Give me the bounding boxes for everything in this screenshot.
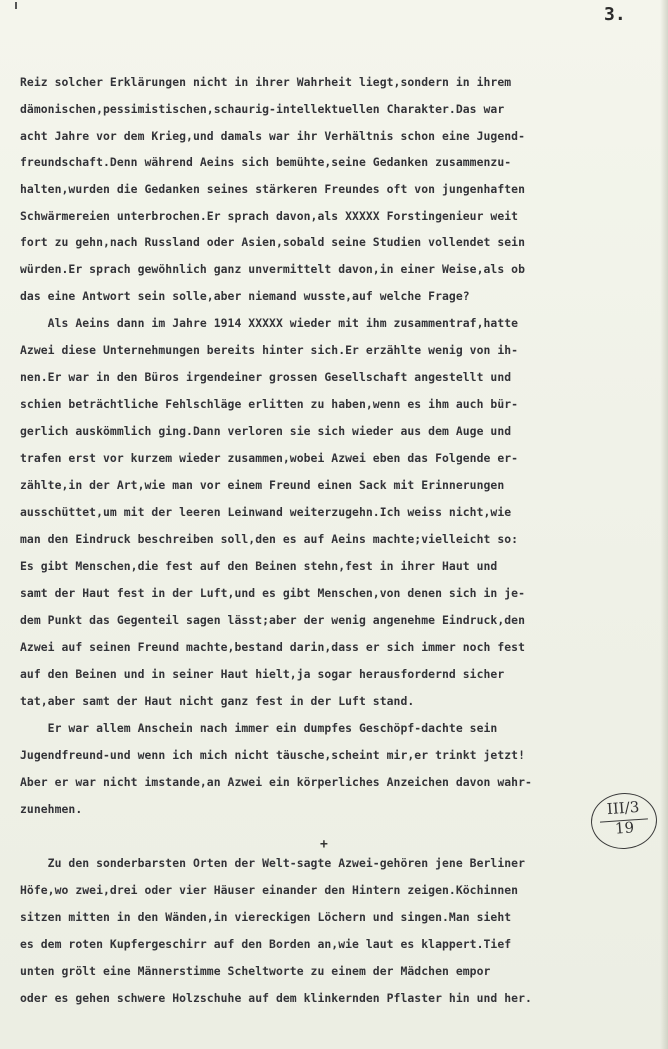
text-line: nen.Er war in den Büros irgendeiner grossen Gesellschaft angestellt und (20, 370, 512, 384)
text-line: freundschaft.Denn während Aeins sich bemühte,seine Gedanken zusammenzu- (20, 155, 512, 169)
page-number: 3. (604, 4, 626, 25)
text-line: Schwärmereien unterbrochen.Er sprach davon,als XXXXX Forstingenieur weit (20, 209, 519, 223)
text-line: man den Eindruck beschreiben soll,den es auf Aeins machte;vielleicht so: (20, 532, 519, 546)
text-line: tat,aber samt der Haut nicht ganz fest in der Luft stand. (20, 694, 415, 708)
section-separator: + (320, 837, 328, 852)
text-line: Azwei diese Unternehmungen bereits hinter sich.Er erzählte wenig von ih- (20, 343, 519, 357)
text-line: auf den Beinen und in seiner Haut hielt,ja sogar herausfordernd sicher (20, 667, 505, 681)
text-line: das eine Antwort sein solle,aber niemand wusste,auf welche Frage? (20, 289, 470, 303)
text-line: Zu den sonderbarsten Orten der Welt-sagte Azwei-gehören jene Berliner (20, 856, 525, 870)
text-line: dem Punkt das Gegenteil sagen lässt;aber der wenig angenehme Eindruck,den (20, 613, 525, 627)
text-line: trafen erst vor kurzem wieder zusammen,wobei Azwei eben das Folgende er- (20, 451, 519, 465)
text-line: sitzen mitten in den Wänden,in viereckigen Löchern und singen.Man sieht (20, 910, 512, 924)
corner-tick-mark (15, 2, 17, 9)
text-line: zählte,in der Art,wie man vor einem Freund einen Sack mit Erinnerungen (20, 478, 505, 492)
text-line: Höfe,wo zwei,drei oder vier Häuser einander den Hintern zeigen.Köchinnen (20, 883, 519, 897)
text-line: Aber er war nicht imstande,an Azwei ein körperliches Anzeichen davon wahr- (20, 775, 532, 789)
text-line: Azwei auf seinen Freund machte,bestand darin,dass er sich immer noch fest (20, 640, 525, 654)
text-line: Es gibt Menschen,die fest auf den Beinen stehn,fest in ihrer Haut und (20, 559, 498, 573)
stamp-folder-number: III/3 (606, 797, 640, 819)
text-line: acht Jahre vor dem Krieg,und damals war ihr Verhältnis schon eine Jugend- (20, 129, 525, 143)
text-line: unten grölt eine Männerstimme Scheltworte zu einem der Mädchen empor (20, 964, 491, 978)
text-line: Als Aeins dann im Jahre 1914 XXXXX wieder mit ihm zusammentraf,hatte (20, 316, 519, 330)
text-line: es dem roten Kupfergeschirr auf den Borden an,wie laut es klappert.Tief (20, 937, 512, 951)
stamp-sheet-number: 19 (614, 818, 635, 838)
paper-edge-shadow (660, 0, 668, 1049)
text-line: halten,wurden die Gedanken seines stärkeren Freundes oft von jungenhaften (20, 182, 525, 196)
text-line: würden.Er sprach gewöhnlich ganz unvermittelt davon,in einer Weise,als ob (20, 262, 525, 276)
text-line: oder es gehen schwere Holzschuhe auf dem klinkernden Pflaster hin und her. (20, 991, 532, 1005)
text-line: zunehmen. (20, 802, 83, 816)
text-line: fort zu gehn,nach Russland oder Asien,sobald seine Studien vollendet sein (20, 235, 525, 249)
text-line: Jugendfreund-und wenn ich mich nicht täusche,scheint mir,er trinkt jetzt! (20, 748, 525, 762)
text-line: schien beträchtliche Fehlschläge erlitten zu haben,wenn es ihm auch bür- (20, 397, 519, 411)
text-line: gerlich auskömmlich ging.Dann verloren sie sich wieder aus dem Auge und (20, 424, 512, 438)
archive-stamp (589, 791, 659, 851)
text-line: Er war allem Anschein nach immer ein dumpfes Geschöpf-dachte sein (20, 721, 498, 735)
text-line: Reiz solcher Erklärungen nicht in ihrer Wahrheit liegt,sondern in ihrem (20, 75, 512, 89)
text-line: ausschüttet,um mit der leeren Leinwand weiterzugehn.Ich weiss nicht,wie (20, 505, 512, 519)
text-line: samt der Haut fest in der Luft,und es gibt Menschen,von denen sich in je- (20, 586, 525, 600)
text-line: dämonischen,pessimistischen,schaurig-intellektuellen Charakter.Das war (20, 102, 505, 116)
